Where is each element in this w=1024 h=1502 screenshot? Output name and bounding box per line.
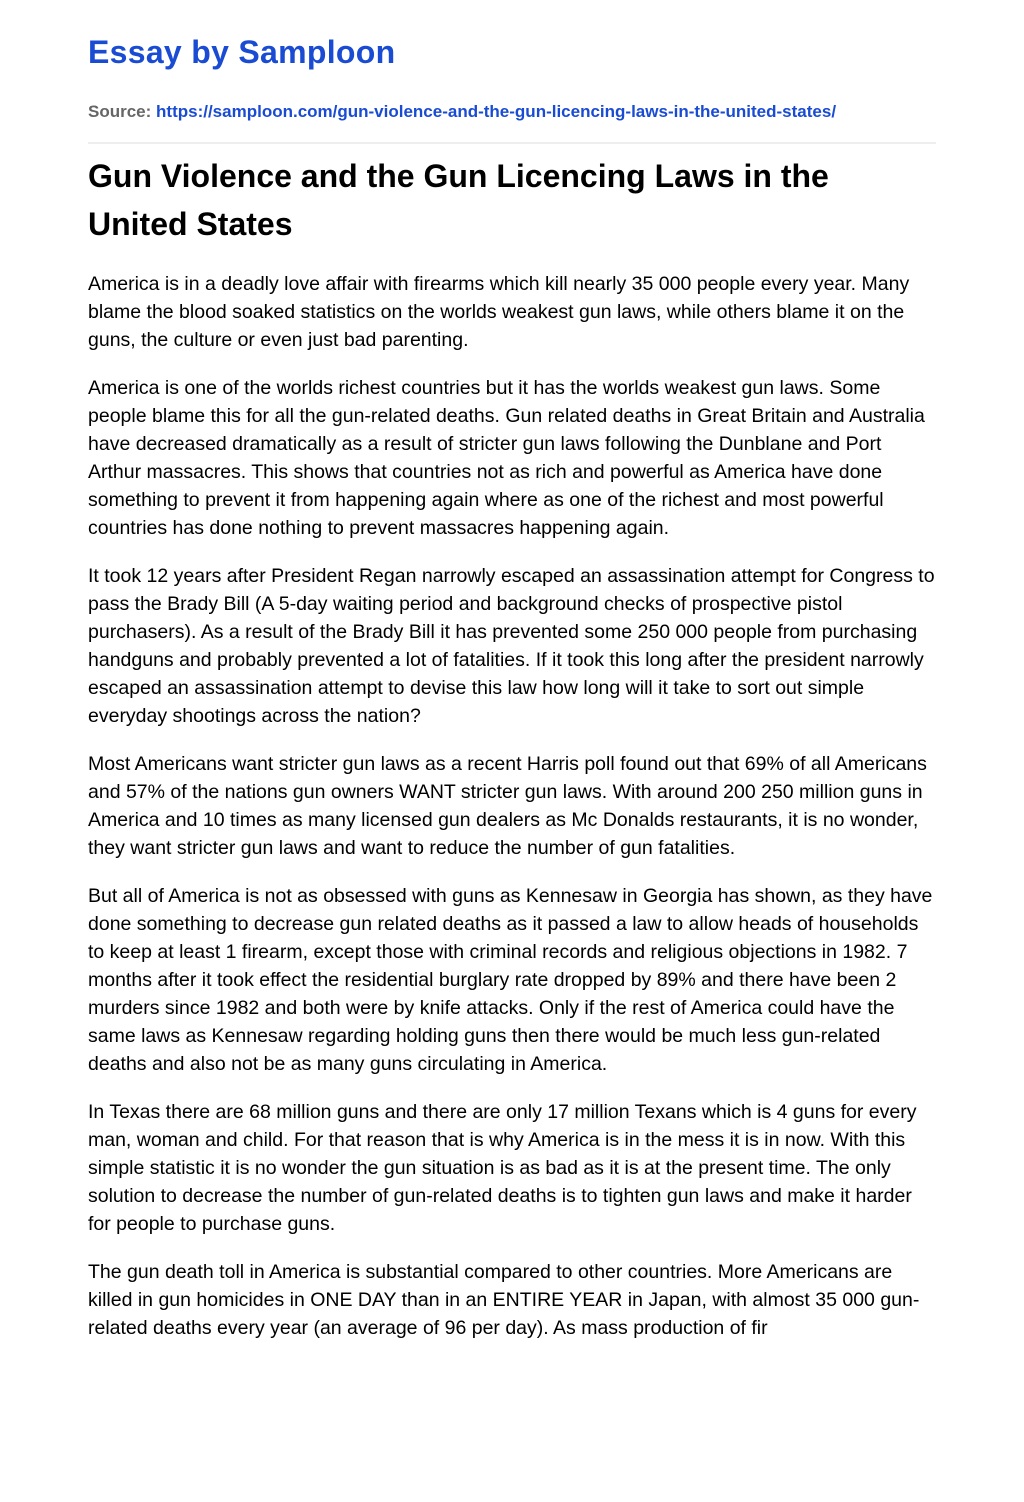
paragraph: America is in a deadly love affair with firearms which kill nearly 35 000 people every year. Many blame the blood soaked statistics on the worlds weakest gun laws, while others blame it on the guns, the culture or even just bad parenting. (88, 273, 910, 351)
source-line (88, 102, 836, 122)
paragraph: Most Americans want stricter gun laws as a recent Harris poll found out that 69% of all Americans and 57% of the nations gun owners WANT stricter gun laws. With around 200 250 million guns in America and 10 times as many licensed gun dealers as Mc Donalds restaurants, it is no wonder, they want stricter gun laws and want to reduce the number of gun fatalities. (88, 753, 927, 859)
paragraph: In Texas there are 68 million guns and there are only 17 million Texans which is 4 guns for every man, woman and child. For that reason that is why America is in the mess it is in now. With this simple statistic it is no wonder the gun situation is as bad as it is at the present time. The only solution to decrease the number of gun-related deaths is to tighten gun laws and make it harder for people to purchase guns. (88, 1101, 917, 1235)
paragraph: It took 12 years after President Regan narrowly escaped an assassination attempt for Congress to pass the Brady Bill (A 5-day waiting period and background checks of prospective pistol purchasers). As a result of the Brady Bill it has prevented some 250 000 people from purchasing handguns and probably prevented a lot of fatalities. If it took this long after the president narrowly escaped an assassination attempt to devise this law how long will it take to sort out simple everyday shootings across the nation? (88, 565, 935, 727)
site-brand[interactable]: Essay by Samploon (88, 34, 396, 70)
paragraph: But all of America is not as obsessed with guns as Kennesaw in Georgia has shown, as they have done something to decrease gun related deaths as it passed a law to allow heads of households to keep at least 1 firearm, except those with criminal records and religious objections in 1982. 7 months after it took effect the residential burglary rate dropped by 89% and there have been 2 murders since 1982 and both were by knife attacks. Only if the rest of America could have the same laws as Kennesaw regarding holding guns then there would be much less gun-related deaths and also not be as many guns circulating in America. (88, 885, 933, 1075)
article-body (88, 270, 938, 1362)
source-link[interactable]: https://samploon.com/gun-violence-and-the-gun-licencing-laws-in-the-united-states/ (156, 102, 837, 121)
source-label: Source: (88, 102, 152, 121)
article-title: Gun Violence and the Gun Licencing Laws in the United States (88, 158, 829, 242)
divider (88, 142, 936, 144)
paragraph: The gun death toll in America is substantial compared to other countries. More Americans are killed in gun homicides in ONE DAY than in an ENTIRE YEAR in Japan, with almost 35 000 gun-related deaths every year (an average of 96 per day). As mass production of fir (88, 1261, 920, 1339)
paragraph: America is one of the worlds richest countries but it has the worlds weakest gun laws. Some people blame this for all the gun-related deaths. Gun related deaths in Great Britain and Australia have decreased dramatically as a result of stricter gun laws following the Dunblane and Port Arthur massacres. This shows that countries not as rich and powerful as America have done something to prevent it from happening again where as one of the richest and most powerful countries has done nothing to prevent massacres happening again. (88, 377, 925, 539)
